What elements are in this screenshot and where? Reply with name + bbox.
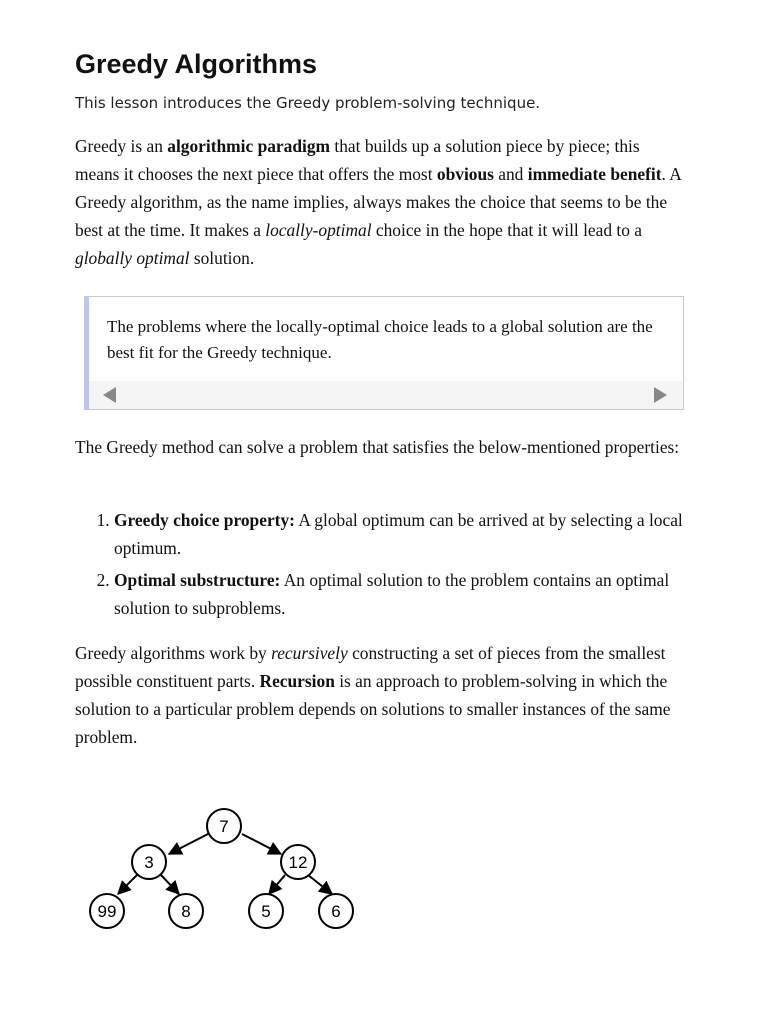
tree-edge [169,834,208,854]
tree-edge [118,875,137,894]
tree-node-label: 8 [181,902,191,921]
callout-text: The problems where the locally-optimal choice leads to a global solution are the best fit for the Greedy technique. [107,317,653,362]
callout-box [84,296,684,410]
property-term: Optimal substructure: [114,570,281,590]
tree-node-label: 6 [331,902,341,921]
property-description: A global optimum can be arrived at by selecting a local optimum. [114,510,683,558]
intro-paragraph [75,132,685,272]
binary-tree-diagram [75,800,375,940]
list-item [114,566,685,622]
recursion-text-2: constructing a set of pieces from the smallest possible constituent parts. [75,643,666,691]
intro-bold-obvious: obvious [436,164,494,184]
recursion-italic-recursively: recursively [271,643,348,663]
intro-text-2: that builds up a solution piece by piece; this means it chooses the next piece that offers the most [75,136,640,184]
recursion-text-1: Greedy algorithms work by [75,643,272,663]
tree-node-label: 5 [261,902,271,921]
tree-edge [242,834,281,854]
list-item [114,506,685,562]
intro-text-4: . A Greedy algorithm, as the name implies, always makes the choice that seems to be the best at the time. It makes a [75,164,681,240]
intro-text-3: and [493,164,528,184]
intro-bold-immediate-benefit: immediate benefit [527,164,662,184]
callout-scrollbar[interactable] [89,381,683,409]
tree-node-label: 3 [144,853,154,872]
intro-text-1: Greedy is an [75,136,168,156]
property-description: An optimal solution to the problem contains an optimal solution to subproblems. [114,570,670,618]
recursion-text-3: is an approach to problem-solving in which the solution to a particular problem depends on solutions to smaller instances of the same problem. [75,671,671,747]
tree-node-label: 99 [97,902,117,921]
tree-edge [269,875,285,894]
properties-list [75,506,685,626]
tree-node-label: 12 [288,853,308,872]
intro-text-6: solution. [189,248,255,268]
properties-intro: The Greedy method can solve a problem that satisfies the below-mentioned properties: [75,437,680,457]
intro-italic-locally-optimal: locally-optimal [265,220,372,240]
intro-bold-paradigm: algorithmic paradigm [167,136,331,156]
tree-edge [308,875,332,894]
intro-italic-globally-optimal: globally optimal [75,248,190,268]
tree-node-label: 7 [219,817,229,836]
page-title: Greedy Algorithms [75,49,318,79]
property-term: Greedy choice property: [114,510,295,530]
recursion-bold-recursion: Recursion [259,671,335,691]
recursion-paragraph [75,639,685,751]
triangle-left-icon[interactable] [103,387,116,403]
triangle-right-icon[interactable] [654,387,667,403]
tree-edge [161,875,179,894]
intro-text-5: choice in the hope that it will lead to a [371,220,642,240]
lesson-subtitle: This lesson introduces the Greedy problem-solving technique. [75,94,541,112]
